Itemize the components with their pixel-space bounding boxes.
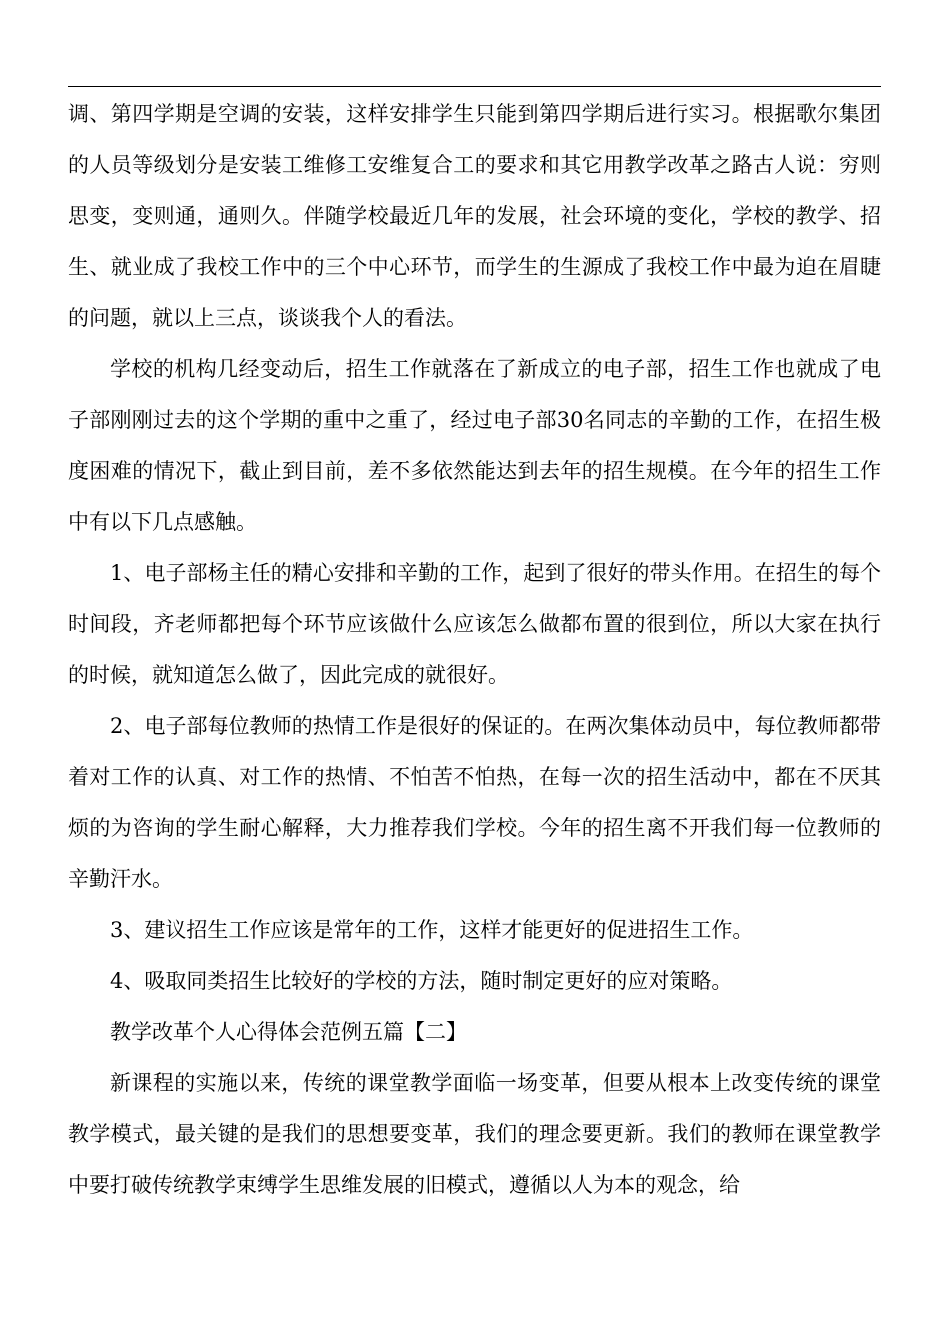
paragraph-enrollment-intro: 学校的机构几经变动后，招生工作就落在了新成立的电子部，招生工作也就成了电子部刚刚过去的这个学期的重中之重了，经过电子部30名同志的辛勤的工作，在招生极度困难的情况下，截止到目前，差不多依然能达到去年的招生规模。在今年的招生工作中有以下几点感触。 [68, 357, 881, 534]
document-body [68, 89, 881, 1211]
header-rule [68, 86, 881, 87]
paragraph-point-4: 4、吸取同类招生比较好的学校的方法，随时制定更好的应对策略。 [110, 969, 733, 993]
paragraph-point-1: 1、电子部杨主任的精心安排和辛勤的工作，起到了很好的带头作用。在招生的每个时间段，齐老师都把每个环节应该做什么应该怎么做都布置的很到位，所以大家在执行的时候，就知道怎么做了，因此完成的就很好。 [68, 561, 881, 687]
section-heading: 教学改革个人心得体会范例五篇【二】 [110, 1020, 467, 1044]
paragraph-continuation: 调、第四学期是空调的安装，这样安排学生只能到第四学期后进行实习。根据歌尔集团的人员等级划分是安装工维修工安维复合工的要求和其它用教学改革之路古人说：穷则思变，变则通，通则久。伴随学校最近几年的发展，社会环境的变化，学校的教学、招生、就业成了我校工作中的三个中心环节，而学生的生源成了我校工作中最为迫在眉睫的问题，就以上三点，谈谈我个人的看法。 [68, 102, 881, 330]
paragraph-new-curriculum: 新课程的实施以来，传统的课堂教学面临一场变革，但要从根本上改变传统的课堂教学模式，最关键的是我们的思想要变革，我们的理念要更新。我们的教师在课堂教学中要打破传统教学束缚学生思维发展的旧模式，遵循以人为本的观念，给 [68, 1071, 881, 1197]
paragraph-point-2: 2、电子部每位教师的热情工作是很好的保证的。在两次集体动员中，每位教师都带着对工作的认真、对工作的热情、不怕苦不怕热，在每一次的招生活动中，都在不厌其烦的为咨询的学生耐心解释，大力推荐我们学校。今年的招生离不开我们每一位教师的辛勤汗水。 [68, 714, 881, 891]
paragraph-point-3: 3、建议招生工作应该是常年的工作，这样才能更好的促进招生工作。 [110, 918, 754, 942]
